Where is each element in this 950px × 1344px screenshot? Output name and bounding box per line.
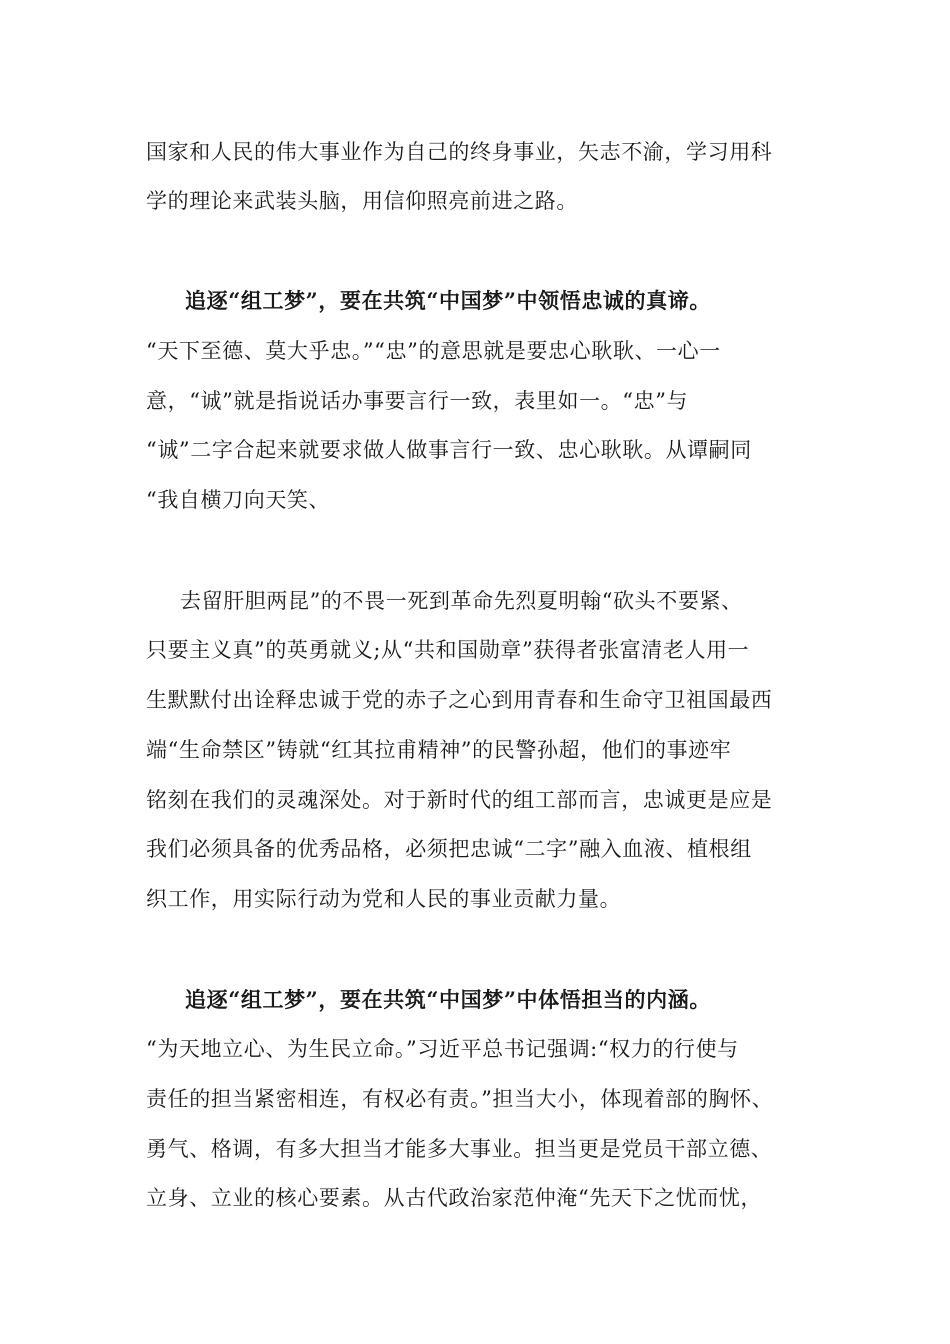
- section-heading: 追逐“组工梦”，要在共筑“中国梦”中领悟忠诚的真谛。: [185, 288, 711, 313]
- paragraph-line: 责任的担当紧密相连，有权必有责。”担当大小，体现着部的胸怀、: [146, 1087, 774, 1111]
- paragraph-line: “诚”二字合起来就要求做人做事言行一致、忠心耿耿。从谭嗣同: [146, 438, 752, 462]
- paragraph-line: 端“生命禁区”铸就“红其拉甫精神”的民警孙超，他们的事迹牢: [146, 738, 732, 762]
- paragraph-line: 国家和人民的伟大事业作为自己的终身事业，矢志不渝，学习用科: [146, 140, 773, 164]
- paragraph-line: 去留肝胆两昆”的不畏一死到革命先烈夏明翰“砍头不要紧、: [180, 589, 743, 613]
- paragraph-line: “为天地立心、为生民立命。”习近平总书记强调:“权力的行使与: [146, 1037, 739, 1061]
- paragraph-line: 我们必须具备的优秀品格，必须把忠诚“二字”融入血液、植根组: [146, 837, 752, 861]
- paragraph-line: 勇气、格调，有多大担当才能多大事业。担当更是党员干部立德、: [146, 1137, 773, 1161]
- paragraph-line: 铭刻在我们的灵魂深处。对于新时代的组工部而言，忠诚更是应是: [146, 788, 773, 812]
- paragraph-line: “我自横刀向天笑、: [146, 488, 331, 512]
- paragraph-line: 学的理论来武装头脑，用信仰照亮前进之路。: [146, 189, 578, 213]
- paragraph-line: “天下至德、莫大乎忠。”“忠”的意思就是要忠心耿耿、一心一: [146, 339, 721, 363]
- section-heading: 追逐“组工梦”，要在共筑“中国梦”中体悟担当的内涵。: [185, 987, 711, 1012]
- paragraph-line: 意，“诚”就是指说话办事要言行一致，表里如一。“忠”与: [146, 389, 689, 413]
- paragraph-line: 织工作，用实际行动为党和人民的事业贡献力量。: [146, 887, 622, 911]
- paragraph-line: 生默默付出诠释忠诚于党的赤子之心到用青春和生命守卫祖国最西: [146, 688, 773, 712]
- paragraph-line: 立身、立业的核心要素。从古代政治家范仲淹“先天下之忧而忧，: [146, 1186, 763, 1210]
- paragraph-line: 只要主义真”的英勇就义;从“共和国勋章”获得者张富清老人用一: [146, 638, 750, 662]
